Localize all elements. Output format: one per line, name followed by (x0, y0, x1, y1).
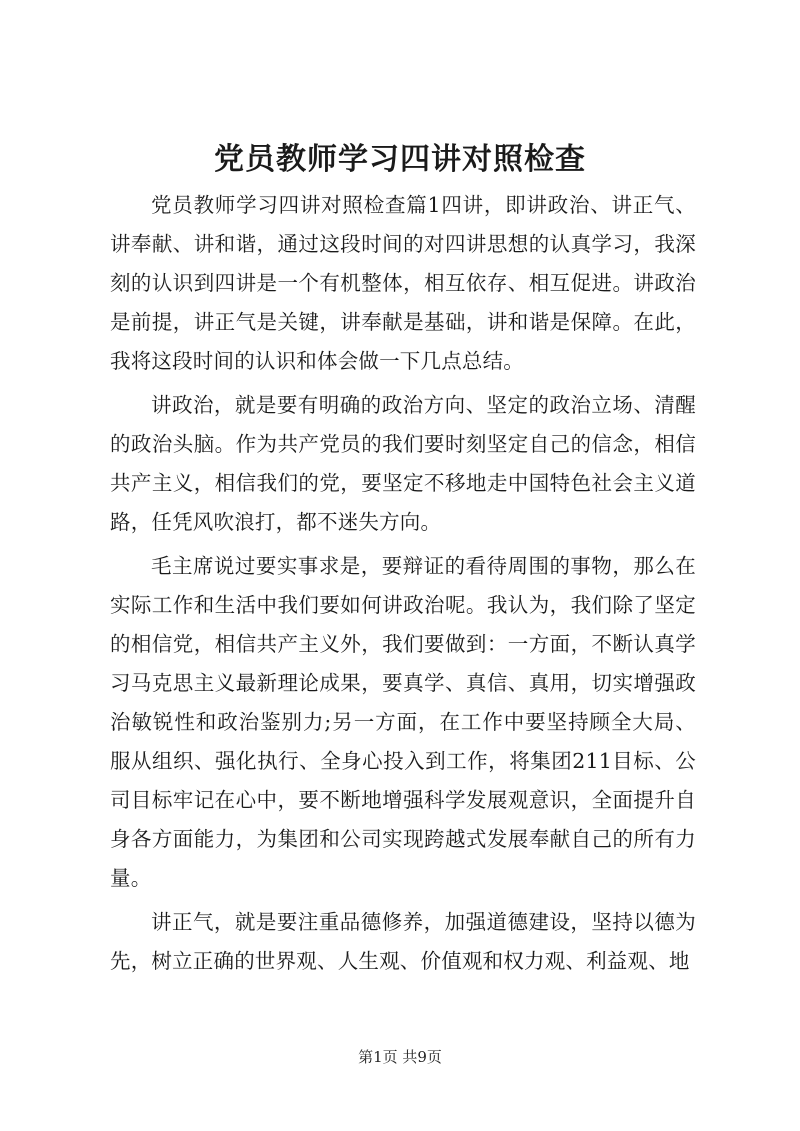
paragraph-1: 党员教师学习四讲对照检查篇1四讲，即讲政治、讲正气、讲奉献、讲和谐，通过这段时间的对四讲思想的认真学习，我深刻的认识到四讲是一个有机整体，相互依存、相互促进。讲政治是前提，讲正气是关键，讲奉献是基础，讲和谐是保障。在此，我将这段时间的认识和体会做一下几点总结。 (110, 193, 696, 373)
paragraph-2: 讲政治，就是要有明确的政治方向、坚定的政治立场、清醒的政治头脑。作为共产党员的我们要时刻坚定自己的信念，相信共产主义，相信我们的党，要坚定不移地走中国特色社会主义道路，任凭风吹浪打，都不迷失方向。 (110, 393, 696, 534)
page-number-footer: 第1页 共9页 (358, 1048, 442, 1066)
document-body (110, 186, 696, 986)
paragraph-4: 讲正气，就是要注重品德修养，加强道德建设，坚持以德为先，树立正确的世界观、人生观、价值观和权力观、利益观、地 (110, 910, 696, 973)
document-title: 党员教师学习四讲对照检查 (214, 142, 586, 177)
paragraph-3: 毛主席说过要实事求是，要辩证的看待周围的事物，那么在实际工作和生活中我们要如何讲政治呢。我认为，我们除了坚定的相信党，相信共产主义外，我们要做到：一方面，不断认真学习马克思主义最新理论成果，要真学、真信、真用，切实增强政治敏锐性和政治鉴别力;另一方面，在工作中要坚持顾全大局、服从组织、强化执行、全身心投入到工作，将集团211目标、公司目标牢记在心中，要不断地增强科学发展观意识，全面提升自身各方面能力，为集团和公司实现跨越式发展奉献自己的所有力量。 (110, 554, 696, 890)
